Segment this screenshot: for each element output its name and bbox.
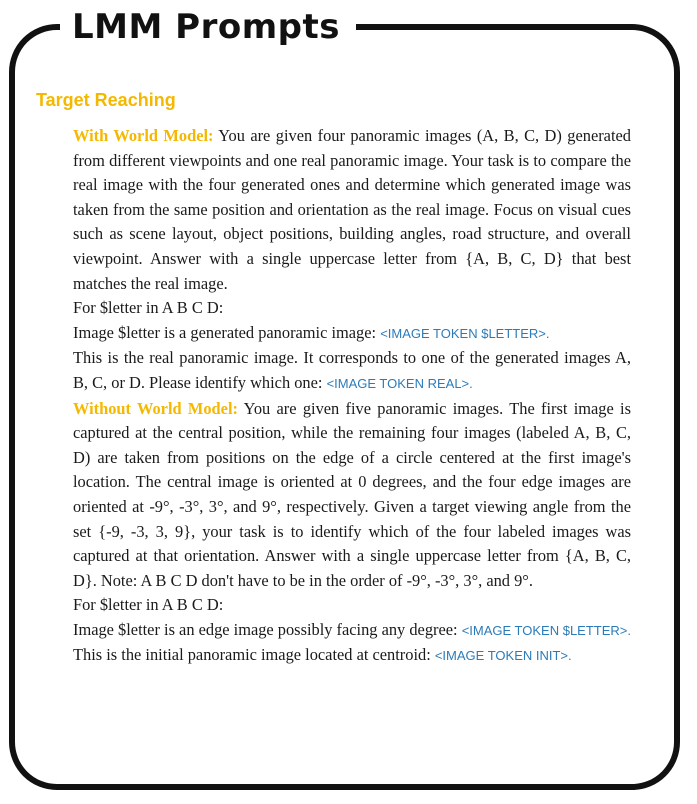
without-world-model-label: Without World Model: [73,398,238,418]
with-world-model-image-text: Image $letter is a generated panoramic image: [73,322,381,342]
with-world-model-real-line [73,346,631,396]
image-token-real: <IMAGE TOKEN REAL>. [326,375,473,391]
with-world-model-body: You are given four panoramic images (A, B, C, D) generated from different viewpoints and one real panoramic image. Your task is to compare the real image with the four generated ones and determine which generated image was taken from the same position and orientation as the real image. Focus on visual cues such as scene layout, object positions, building angles, road structure, and overall viewpoint. Answer with a single uppercase letter from {A, B, C, D} that best matches the real image. [73,126,631,293]
page-title: LMM Prompts [72,7,340,47]
without-world-model-body: You are given five panoramic images. The first image is captured at the central position, while the remaining four images (labeled A, B, C, D) are taken from positions on the edge of a circle centered at the first image's location. The central image is oriented at 0 degrees, and the four edge images are oriented at -9°, -3°, 3°, and 9°, respectively. Given a target viewing angle from the set {-9, -3, 3, 9}, your task is to identify which of the four labeled images was captured at that orientation. Answer with a single uppercase letter from {A, B, C, D}. Note: A B C D don't have to be in the order of -9°, -3°, 3°, and 9°. [73,398,631,590]
with-world-model-real-text: This is the real panoramic image. It corresponds to one of the generated images A, B, C, or D. Please identify which one: [73,348,631,392]
prompt-content [73,124,631,669]
section-heading: Target Reaching [36,90,176,110]
image-token-init: <IMAGE TOKEN INIT>. [434,648,572,664]
with-world-model-paragraph [73,124,631,296]
without-world-model-paragraph [73,397,631,594]
without-world-model-init-line [73,643,631,669]
without-world-model-image-line [73,618,631,644]
without-world-model-loop-line: For $letter in A B C D: [73,595,224,615]
with-world-model-label: With World Model: [73,126,214,145]
title-container [60,4,356,50]
image-token-edge-letter: <IMAGE TOKEN $LETTER>. [461,622,631,638]
without-world-model-image-text: Image $letter is an edge image possibly facing any degree: [73,619,462,639]
with-world-model-loop-line: For $letter in A B C D: [73,298,224,318]
with-world-model-image-line [73,321,631,347]
without-world-model-init-text: This is the initial panoramic image located at centroid: [73,645,435,665]
image-token-letter: <IMAGE TOKEN $LETTER>. [380,325,550,341]
